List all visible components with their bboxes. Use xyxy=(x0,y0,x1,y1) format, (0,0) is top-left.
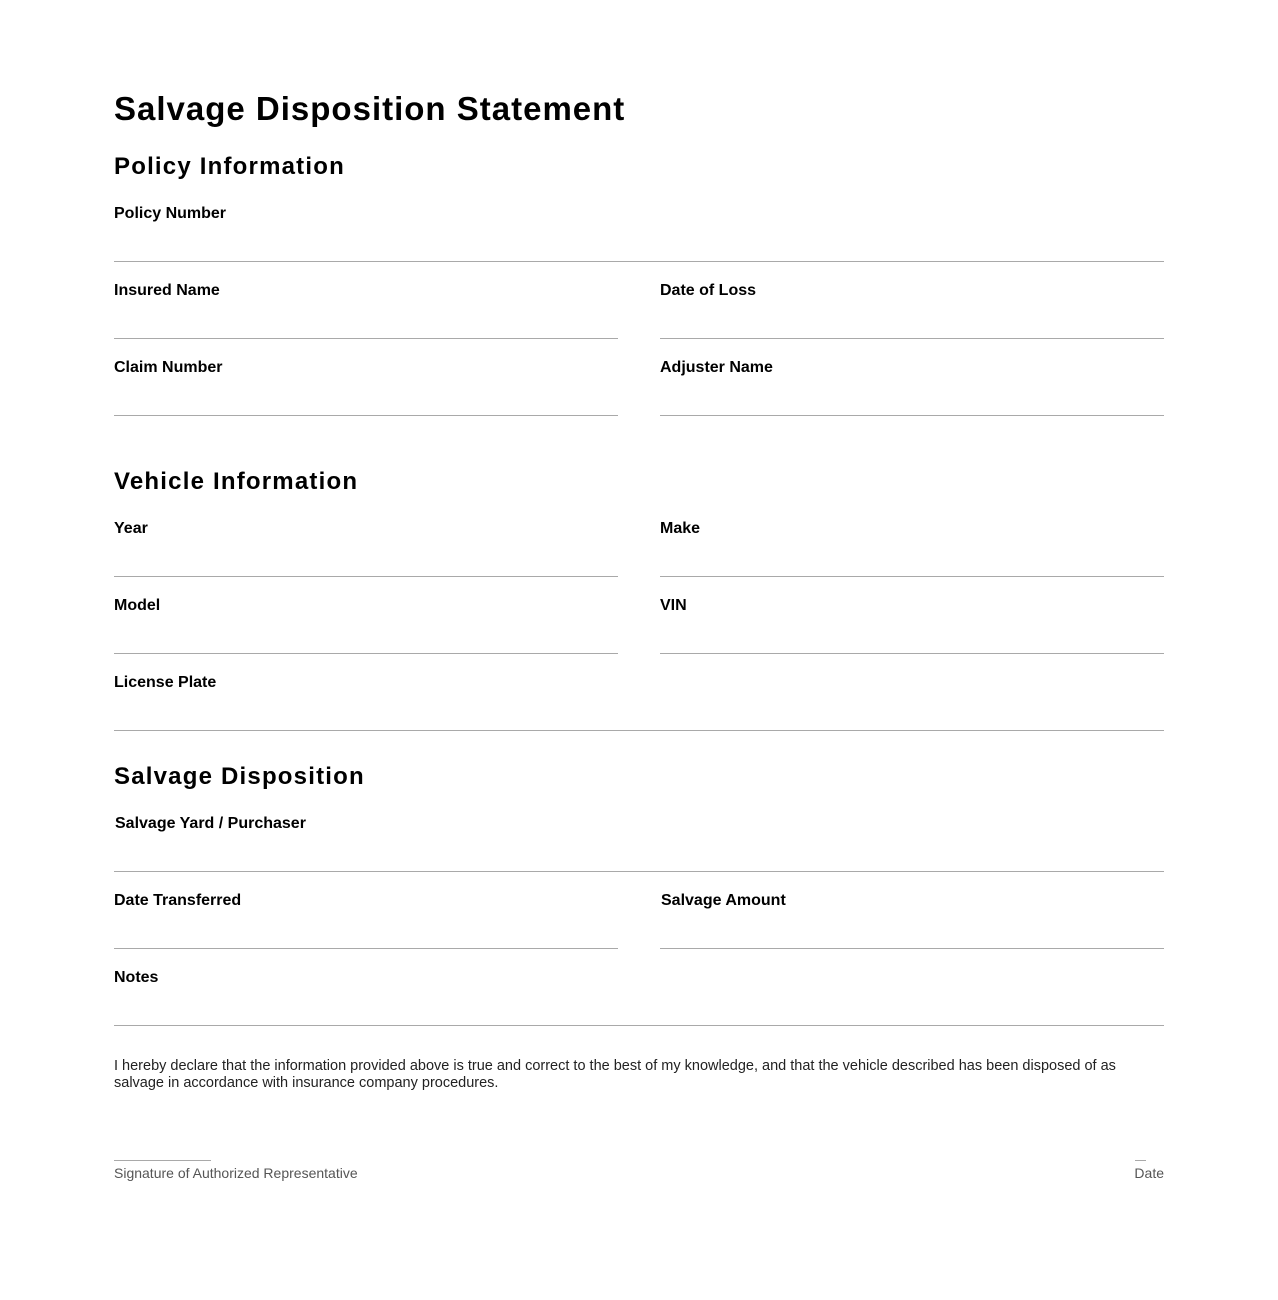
section-heading-policy: Policy Information xyxy=(114,153,345,180)
salvage-amount-label: Salvage Amount xyxy=(661,892,786,909)
section-heading-salvage: Salvage Disposition xyxy=(114,763,365,790)
claim-number-input[interactable] xyxy=(114,386,618,416)
declaration-text: I hereby declare that the information provided above is true and correct to the best of my knowledge, and that the vehicle described has been disposed of as salvage in accordance with insurance company procedures. xyxy=(114,1058,1116,1091)
vin-input[interactable] xyxy=(660,624,1164,654)
adjuster-name-label: Adjuster Name xyxy=(660,359,773,376)
signature-line[interactable] xyxy=(114,1160,211,1161)
date-transferred-field xyxy=(114,892,618,949)
date-transferred-input[interactable] xyxy=(114,919,618,949)
notes-input[interactable] xyxy=(114,996,1164,1026)
page-title: Salvage Disposition Statement xyxy=(114,90,626,127)
vin-field xyxy=(660,597,1164,654)
model-input[interactable] xyxy=(114,624,618,654)
date-of-loss-input[interactable] xyxy=(660,309,1164,339)
year-label: Year xyxy=(114,520,148,537)
notes-label: Notes xyxy=(114,969,159,986)
date-of-loss-field xyxy=(660,282,1164,339)
insured-name-field xyxy=(114,282,618,339)
model-label: Model xyxy=(114,597,161,614)
claim-number-field xyxy=(114,359,618,416)
insured-name-label: Insured Name xyxy=(114,282,220,299)
vin-label: VIN xyxy=(660,597,687,614)
date-of-loss-label: Date of Loss xyxy=(660,282,757,299)
year-field xyxy=(114,520,618,577)
make-input[interactable] xyxy=(660,547,1164,577)
date-signature-line[interactable] xyxy=(1135,1160,1146,1161)
policy-number-label: Policy Number xyxy=(114,205,227,222)
claim-number-label: Claim Number xyxy=(114,359,223,376)
license-plate-input[interactable] xyxy=(114,701,1164,731)
section-heading-vehicle: Vehicle Information xyxy=(114,468,359,495)
signature-label: Signature of Authorized Representative xyxy=(114,1165,358,1181)
policy-number-field xyxy=(114,205,1164,262)
salvage-amount-field xyxy=(660,892,1164,949)
date-signature-label: Date xyxy=(1134,1165,1164,1181)
adjuster-name-field xyxy=(660,359,1164,416)
year-input[interactable] xyxy=(114,547,618,577)
insured-name-input[interactable] xyxy=(114,309,618,339)
license-plate-field xyxy=(114,674,1164,731)
license-plate-label: License Plate xyxy=(114,674,217,691)
salvage-amount-input[interactable] xyxy=(660,919,1164,949)
purchaser-label: Salvage Yard / Purchaser xyxy=(115,815,306,832)
model-field xyxy=(114,597,618,654)
make-label: Make xyxy=(660,520,701,537)
purchaser-field xyxy=(114,815,1164,872)
notes-field xyxy=(114,969,1164,1026)
purchaser-input[interactable] xyxy=(114,842,1164,872)
date-transferred-label: Date Transferred xyxy=(114,892,242,909)
make-field xyxy=(660,520,1164,577)
adjuster-name-input[interactable] xyxy=(660,386,1164,416)
policy-number-input[interactable] xyxy=(114,232,1164,262)
